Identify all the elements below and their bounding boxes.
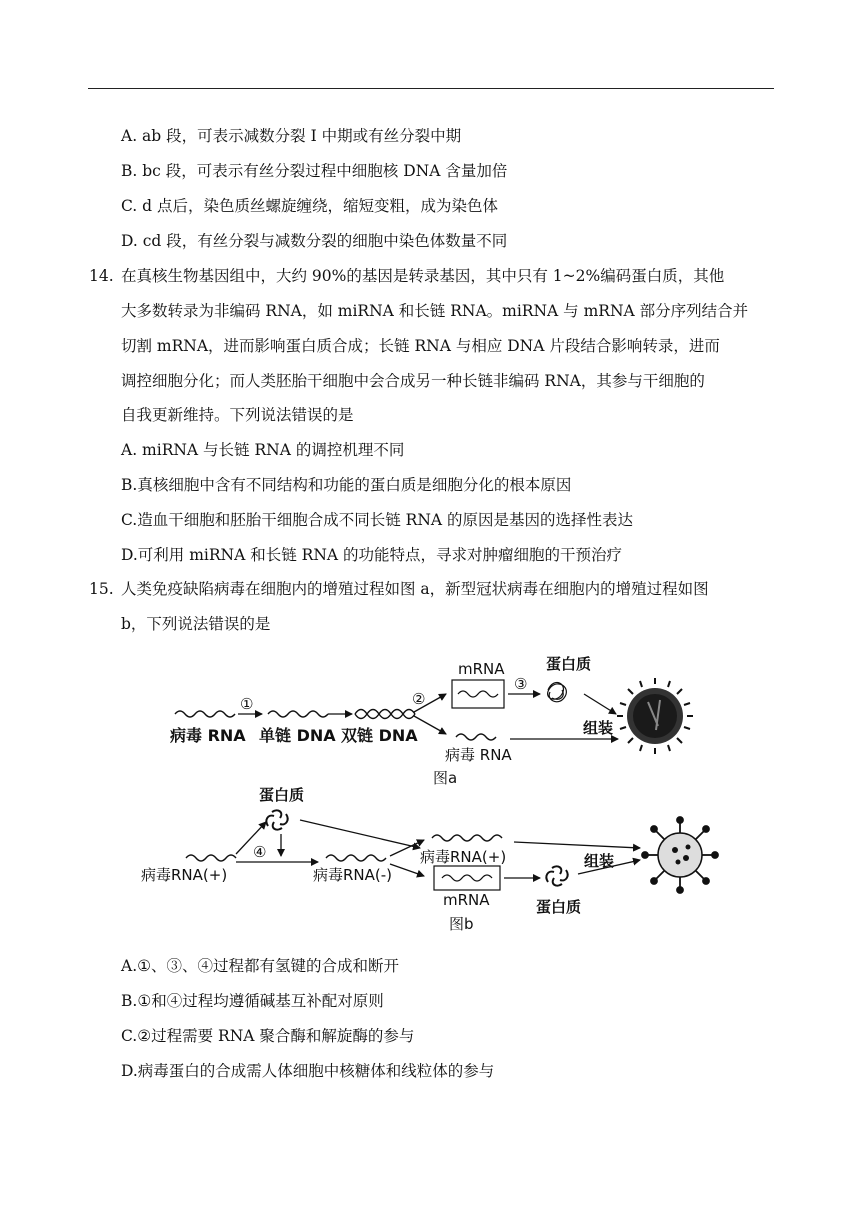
rna-minus-strand — [326, 855, 386, 861]
q15-option-c: C.②过程需要 RNA 聚合酶和解旋酶的参与 — [121, 1027, 415, 1045]
step2-label: ② — [412, 690, 426, 708]
protein-bottom-label: 蛋白质 — [536, 898, 582, 916]
ss-dna-strand — [268, 711, 328, 717]
arrow-protein-to-rna-out — [300, 820, 420, 848]
protein-bottom-icon — [546, 866, 567, 885]
q15-number: 15. — [89, 580, 114, 598]
step3-label: ③ — [514, 675, 528, 693]
q14-stem-line: 切割 mRNA，进而影响蛋白质合成；长链 RNA 与相应 DNA 片段结合影响转录，进而 — [121, 337, 720, 355]
step4-label: ④ — [253, 843, 267, 861]
step1-label: ① — [240, 695, 254, 713]
ss-dna-label: 单链 DNA — [259, 726, 336, 745]
q14-stem-line: 自我更新维持。下列说法错误的是 — [121, 406, 354, 424]
q15-stem-line: b，下列说法错误的是 — [121, 615, 271, 633]
assemble-label-b: 组装 — [584, 852, 615, 870]
mrna-box-b — [434, 866, 500, 890]
q15-stem-line: 人类免疫缺陷病毒在细胞内的增殖过程如图 a，新型冠状病毒在细胞内的增殖过程如图 — [121, 580, 709, 598]
ds-dna-label: 双链 DNA — [341, 726, 418, 745]
q15-option-d: D.病毒蛋白的合成需人体细胞中核糖体和线粒体的参与 — [121, 1062, 495, 1080]
q15-option-a: A.①、③、④过程都有氢键的合成和断开 — [121, 957, 400, 975]
coronavirus-icon — [642, 817, 718, 893]
assemble-label: 组装 — [583, 719, 614, 737]
arrow-to-viral-rna — [414, 716, 446, 734]
rna-plus-strand — [186, 855, 236, 861]
viral-rna-strand — [175, 711, 235, 717]
q14-stem-line: 调控细胞分化；而人类胚胎干细胞中会合成另一种长链非编码 RNA，其参与干细胞的 — [121, 372, 705, 390]
rna-plus-out-strand — [432, 835, 502, 841]
q14-option-d: D.可利用 miRNA 和长链 RNA 的功能特点，寻求对肿瘤细胞的干预治疗 — [121, 546, 623, 564]
q14-option-b: B.真核细胞中含有不同结构和功能的蛋白质是细胞分化的根本原因 — [121, 476, 572, 494]
q14-stem-line: 在真核生物基因组中，大约 90%的基因是转录基因，其中只有 1~2%编码蛋白质，其他 — [121, 267, 725, 285]
protein-top-label: 蛋白质 — [259, 786, 305, 804]
figure-b-caption: 图b — [449, 915, 474, 933]
q14-stem-line: 大多数转录为非编码 RNA，如 miRNA 和长链 RNA。miRNA 与 mRNA 部分序列结合并 — [121, 302, 749, 320]
mrna-label: mRNA — [458, 660, 505, 678]
q14-number: 14. — [89, 267, 114, 285]
arrow-protein-to-virus — [584, 694, 616, 714]
q14-option-a: A. miRNA 与长链 RNA 的调控机理不同 — [121, 441, 405, 459]
q13-option-a: A. ab 段，可表示减数分裂 I 中期或有丝分裂中期 — [121, 127, 462, 145]
rna-plus-out-label: 病毒RNA(+) — [420, 848, 507, 866]
rna-minus-label: 病毒RNA(-) — [313, 866, 393, 884]
figure-a — [169, 655, 693, 787]
q14-option-c: C.造血干细胞和胚胎干细胞合成不同长链 RNA 的原因是基因的选择性表达 — [121, 511, 634, 529]
viral-rna-out-label: 病毒 RNA — [445, 746, 512, 764]
q13-option-c: C. d 点后，染色质丝螺旋缠绕，缩短变粗，成为染色体 — [121, 197, 499, 215]
viral-rna-out-strand — [456, 734, 496, 740]
viral-rna-label: 病毒 RNA — [170, 726, 246, 745]
q13-option-b: B. bc 段，可表示有丝分裂过程中细胞核 DNA 含量加倍 — [121, 162, 508, 180]
arrow-to-mrna — [390, 864, 424, 876]
q15-option-b: B.①和④过程均遵循碱基互补配对原则 — [121, 992, 384, 1010]
figure-a-caption: 图a — [433, 769, 458, 787]
q13-option-d: D. cd 段，有丝分裂与减数分裂的细胞中染色体数量不同 — [121, 232, 508, 250]
protein-icon — [548, 682, 567, 701]
rna-plus-label: 病毒RNA(+) — [141, 866, 228, 884]
mrna-label-b: mRNA — [443, 891, 490, 909]
protein-top-icon — [266, 810, 287, 829]
hiv-virion-icon — [617, 678, 693, 754]
figure-b — [141, 786, 718, 933]
protein-label: 蛋白质 — [546, 655, 592, 673]
arrow-rna-to-coronavirus — [514, 842, 640, 848]
